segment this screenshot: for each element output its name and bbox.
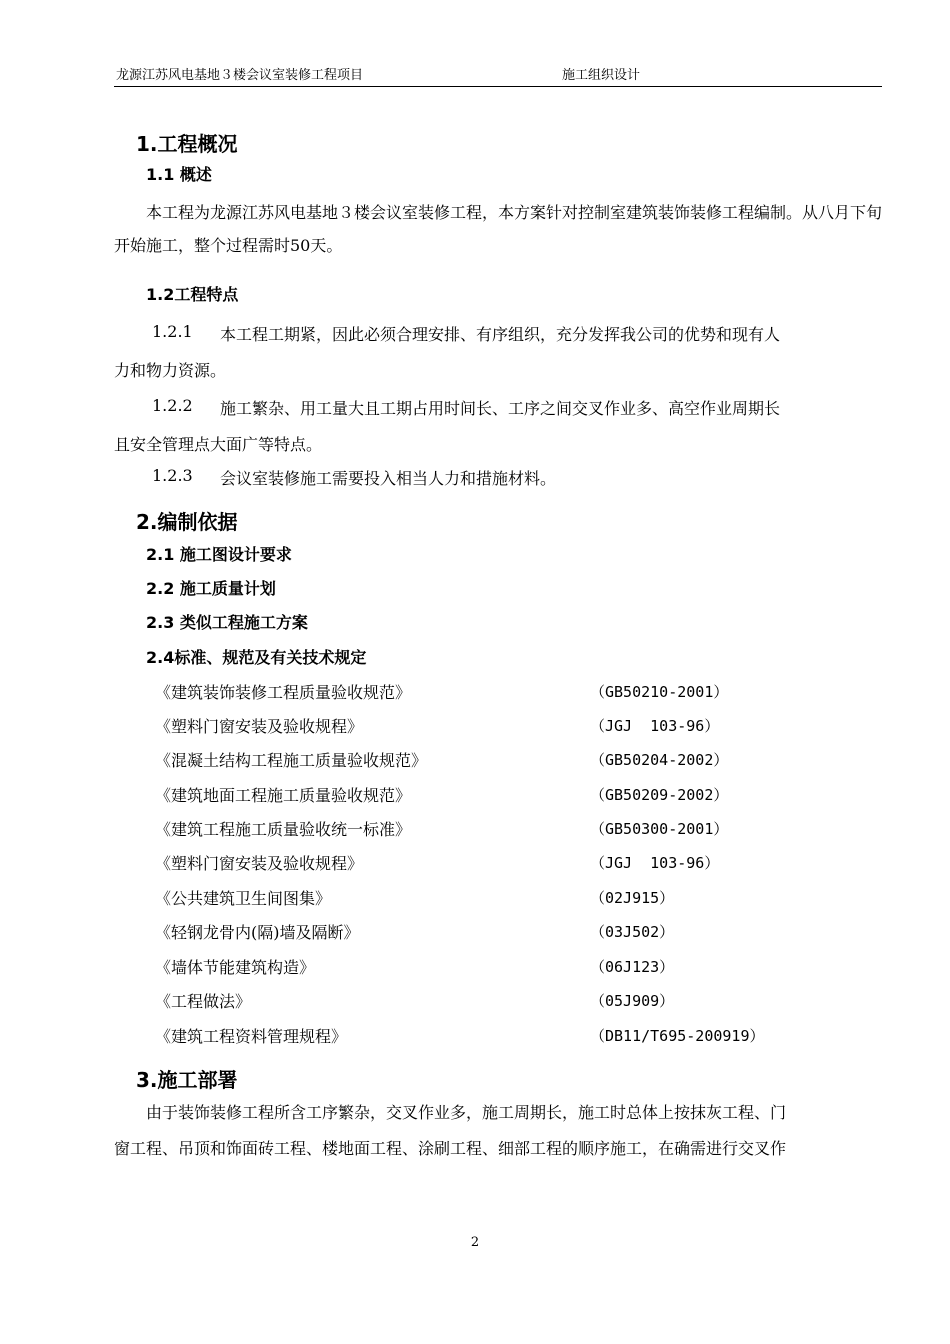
standard-title: 《建筑装饰装修工程质量验收规范》 [155, 683, 412, 702]
standard-title: 《建筑地面工程施工质量验收规范》 [155, 786, 412, 805]
item-1-2-1-number: 1.2.1 [152, 322, 193, 341]
item-1-2-3-text: 会议室装修施工需要投入相当人力和措施材料。 [220, 469, 557, 488]
item-1-2-2-continuation: 且安全管理点大面广等特点。 [114, 435, 323, 454]
standard-title: 《墙体节能建筑构造》 [155, 958, 316, 977]
standard-title: 《塑料门窗安装及验收规程》 [155, 854, 364, 873]
standard-title: 《公共建筑卫生间图集》 [155, 889, 332, 908]
section-1-heading: 1.工程概况 [136, 132, 238, 156]
item-1-2-1-text: 本工程工期紧，因此必须合理安排、有序组织，充分发挥我公司的优势和现有人 [220, 325, 781, 344]
page-number: 2 [470, 1235, 480, 1250]
section-2-2-heading: 2.2 施工质量计划 [146, 579, 276, 598]
item-1-2-3-number: 1.2.3 [152, 466, 193, 485]
item-1-2-1-continuation: 力和物力资源。 [114, 361, 227, 380]
standard-code: （05J909） [590, 992, 675, 1010]
header-project-name: 龙源江苏风电基地３楼会议室装修工程项目 [116, 68, 364, 83]
section-3-body-line-1: 由于装饰装修工程所含工序繁杂，交叉作业多，施工周期长，施工时总体上按抹灰工程、门 [146, 1103, 787, 1122]
standard-code: （GB50300-2001） [590, 820, 729, 838]
section-1-1-body: 本工程为龙源江苏风电基地３楼会议室装修工程，本方案针对控制室建筑装饰装修工程编制。从八月下旬开始施工，整个过程需时50天。 [114, 203, 883, 255]
section-3-heading: 3.施工部署 [136, 1068, 238, 1092]
standard-code: （GB50204-2002） [590, 751, 729, 769]
standard-title: 《建筑工程施工质量验收统一标准》 [155, 820, 412, 839]
standard-code: （02J915） [590, 889, 675, 907]
standard-code: （JGJ 103-96） [590, 854, 720, 872]
section-1-1-heading: 1.1 概述 [146, 165, 212, 184]
item-1-2-2-text: 施工繁杂、用工量大且工期占用时间长、工序之间交叉作业多、高空作业周期长 [220, 399, 781, 418]
standard-code: （03J502） [590, 923, 675, 941]
standard-title: 《塑料门窗安装及验收规程》 [155, 717, 364, 736]
standard-code: （GB50210-2001） [590, 683, 729, 701]
page-header [116, 64, 882, 86]
standard-code: （GB50209-2002） [590, 786, 729, 804]
standard-title: 《轻钢龙骨内(隔)墙及隔断》 [155, 923, 360, 942]
section-2-3-heading: 2.3 类似工程施工方案 [146, 613, 308, 632]
standard-code: （06J123） [590, 958, 675, 976]
standard-title: 《混凝土结构工程施工质量验收规范》 [155, 751, 428, 770]
standard-title: 《建筑工程资料管理规程》 [155, 1027, 348, 1046]
section-2-heading: 2.编制依据 [136, 510, 238, 534]
item-1-2-2-number: 1.2.2 [152, 396, 193, 415]
standard-title: 《工程做法》 [155, 992, 252, 1011]
section-2-4-heading: 2.4标准、规范及有关技术规定 [146, 648, 367, 667]
standard-code: （DB11/T695-200919） [590, 1027, 765, 1045]
header-divider [114, 86, 882, 87]
section-2-1-heading: 2.1 施工图设计要求 [146, 545, 292, 564]
header-document-type: 施工组织设计 [562, 68, 641, 83]
standard-code: （JGJ 103-96） [590, 717, 720, 735]
section-3-body-line-2: 窗工程、吊顶和饰面砖工程、楼地面工程、涂刷工程、细部工程的顺序施工，在确需进行交叉作 [114, 1139, 787, 1158]
section-1-2-heading: 1.2工程特点 [146, 285, 239, 304]
